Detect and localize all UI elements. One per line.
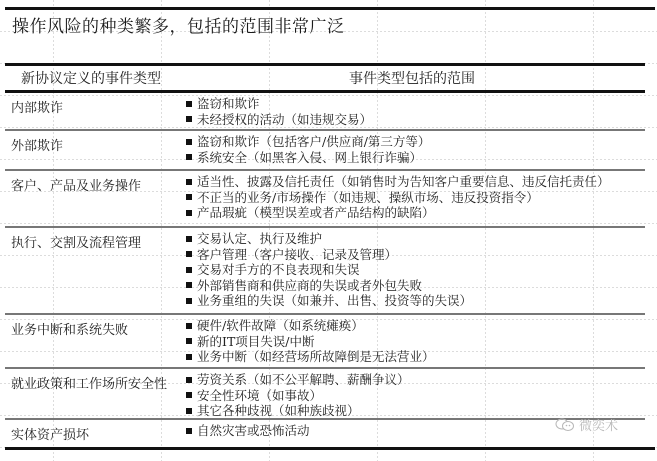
watermark	[555, 415, 618, 434]
list-item: 盗窃和欺诈	[186, 96, 372, 112]
list-item: 交易对手方的不良表现和失误	[186, 262, 472, 278]
list-item: 外部销售商和供应商的失误或者外包失败	[186, 278, 472, 294]
row-category: 客户、产品及业务操作	[11, 179, 142, 194]
table-row	[5, 131, 645, 171]
list-item: 系统安全（如黑客入侵、网上银行诈骗）	[186, 150, 430, 166]
row-items	[186, 372, 410, 419]
list-item: 业务中断（如经营场所故障倒是无法营业）	[186, 349, 435, 365]
top-rule	[5, 7, 655, 10]
list-item: 交易认定、执行及维护	[186, 231, 472, 247]
square-bullet-icon	[186, 139, 192, 145]
row-items	[186, 96, 372, 127]
row-category: 业务中断和系统失败	[11, 323, 129, 338]
square-bullet-icon	[186, 267, 192, 273]
table-row	[5, 228, 645, 315]
header-top-rule	[5, 63, 645, 66]
table-row	[5, 369, 645, 420]
table-row	[5, 171, 645, 228]
row-items	[186, 318, 435, 365]
table-row	[5, 93, 645, 131]
list-item: 新的IT项目失误/中断	[186, 334, 435, 350]
square-bullet-icon	[186, 251, 192, 257]
square-bullet-icon	[186, 101, 192, 107]
square-bullet-icon	[186, 282, 192, 288]
watermark-text: 微奕术	[579, 419, 619, 434]
square-bullet-icon	[186, 236, 192, 242]
square-bullet-icon	[186, 210, 192, 216]
slide-title: 操作风险的种类繁多，包括的范围非常广泛	[12, 17, 345, 37]
row-items	[186, 174, 610, 221]
list-item: 自然灾害或恐怖活动	[186, 423, 310, 439]
list-item: 业务重组的失误（如兼并、出售、投资等的失误）	[186, 293, 472, 309]
square-bullet-icon	[186, 392, 192, 398]
square-bullet-icon	[186, 377, 192, 383]
square-bullet-icon	[186, 154, 192, 160]
square-bullet-icon	[186, 298, 192, 304]
list-item: 未经授权的活动（如违规交易）	[186, 112, 372, 128]
square-bullet-icon	[186, 179, 192, 185]
header-event-scope: 事件类型包括的范围	[349, 71, 475, 87]
table-row	[5, 420, 645, 444]
square-bullet-icon	[186, 194, 192, 200]
header-event-type: 新协议定义的事件类型	[21, 71, 161, 87]
list-item: 劳资关系（如不公平解聘、薪酬争议）	[186, 372, 410, 388]
list-item: 客户管理（客户接收、记录及管理）	[186, 247, 472, 263]
row-category: 外部欺诈	[11, 139, 64, 154]
list-item: 安全性环境（如事故）	[186, 388, 410, 404]
row-category: 内部欺诈	[11, 101, 64, 116]
bottom-rule	[5, 447, 655, 450]
square-bullet-icon	[186, 428, 192, 434]
list-item: 产品瑕疵（模型误差或者产品结构的缺陷）	[186, 205, 610, 221]
list-item: 其它各种歧视（如种族歧视）	[186, 403, 410, 419]
square-bullet-icon	[186, 338, 192, 344]
list-item: 盗窃和欺诈（包括客户/供应商/第三方等）	[186, 134, 430, 150]
row-category: 执行、交割及流程管理	[11, 236, 142, 251]
square-bullet-icon	[186, 116, 192, 122]
list-item: 不正当的业务/市场操作（如违规、操纵市场、违反投资指令）	[186, 190, 610, 206]
square-bullet-icon	[186, 354, 192, 360]
row-items	[186, 231, 472, 309]
list-item: 硬件/软件故障（如系统瘫痪）	[186, 318, 435, 334]
row-items	[186, 134, 430, 165]
list-item: 适当性、披露及信托责任（如销售时为告知客户重要信息、违反信托责任）	[186, 174, 610, 190]
wechat-icon	[555, 418, 575, 432]
square-bullet-icon	[186, 323, 192, 329]
row-items	[186, 423, 310, 439]
row-category: 就业政策和工作场所安全性	[11, 377, 168, 392]
row-category: 实体资产损坏	[11, 428, 90, 443]
table-row	[5, 315, 645, 369]
square-bullet-icon	[186, 408, 192, 414]
